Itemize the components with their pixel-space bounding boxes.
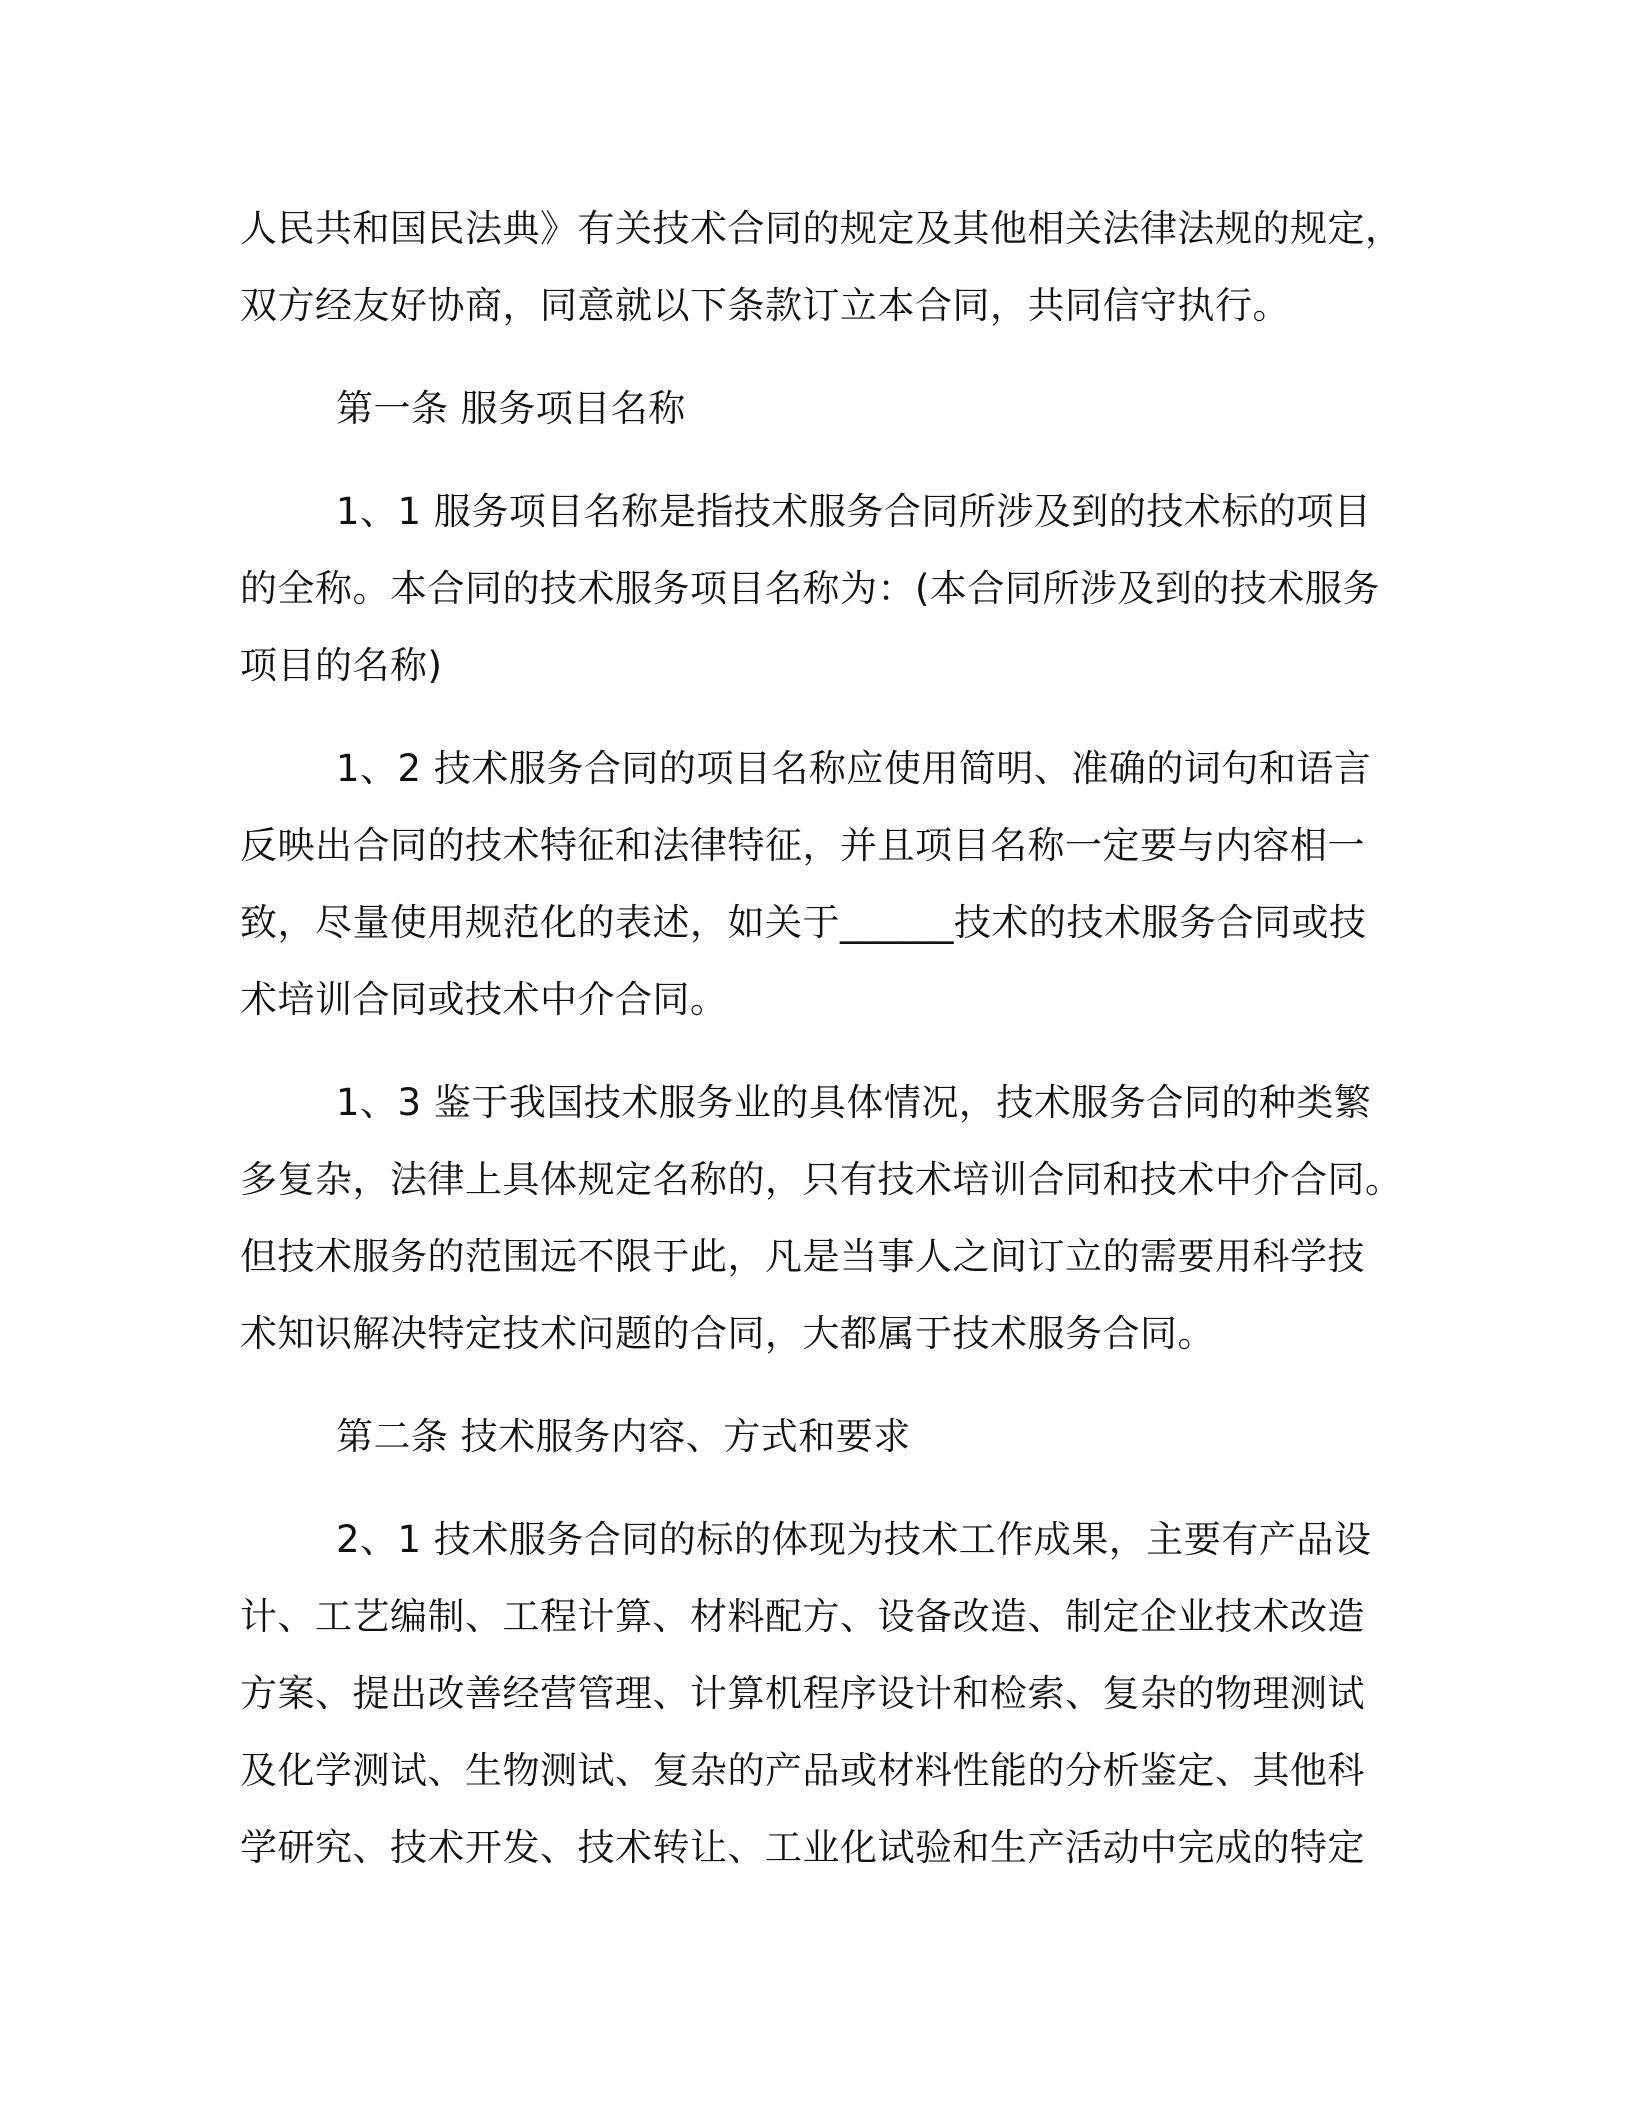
clause-2-1	[240, 1501, 1372, 1886]
text-line: 1、3 鉴于我国技术服务业的具体情况，技术服务合同的种类繁	[336, 1081, 1372, 1124]
clause-1-2	[240, 730, 1372, 1038]
text-line: 1、2 技术服务合同的项目名称应使用简明、准确的词句和语言	[336, 747, 1372, 790]
text-line: 致，尽量使用规范化的表述，如关于______技术的技术服务合同或技	[240, 901, 1367, 944]
text-line: 反映出合同的技术特征和法律特征，并且项目名称一定要与内容相一	[240, 824, 1365, 867]
text-line: 及化学测试、生物测试、复杂的产品或材料性能的分析鉴定、其他科	[240, 1749, 1365, 1792]
text-line: 1、1 服务项目名称是指技术服务合同所涉及到的技术标的项目	[336, 490, 1372, 533]
text-line: 项目的名称)	[240, 644, 443, 687]
text-line: 2、1 技术服务合同的标的体现为技术工作成果，主要有产品设	[336, 1518, 1372, 1561]
article-1-heading: 第一条 服务项目名称	[336, 387, 686, 430]
clause-1-3	[240, 1064, 1403, 1372]
text-line: 方案、提出改善经营管理、计算机程序设计和检索、复杂的物理测试	[240, 1672, 1365, 1715]
text-line: 多复杂，法律上具体规定名称的，只有技术培训合同和技术中介合同。	[240, 1158, 1403, 1201]
clause-1-1	[240, 473, 1380, 704]
text-line: 的全称。本合同的技术服务项目名称为：(本合同所涉及到的技术服务	[240, 567, 1380, 610]
text-line: 计、工艺编制、工程计算、材料配方、设备改造、制定企业技术改造	[240, 1595, 1365, 1638]
text-line: 人民共和国民法典》有关技术合同的规定及其他相关法律法规的规定，	[240, 207, 1403, 250]
document-page	[240, 190, 1403, 1886]
text-line: 术知识解决特定技术问题的合同，大都属于技术服务合同。	[240, 1312, 1215, 1355]
intro-paragraph	[240, 190, 1403, 344]
article-2-heading: 第二条 技术服务内容、方式和要求	[336, 1415, 911, 1458]
text-line: 但技术服务的范围远不限于此，凡是当事人之间订立的需要用科学技	[240, 1235, 1365, 1278]
text-line: 术培训合同或技术中介合同。	[240, 978, 728, 1021]
text-line: 双方经友好协商，同意就以下条款订立本合同，共同信守执行。	[240, 284, 1290, 327]
text-line: 学研究、技术开发、技术转让、工业化试验和生产活动中完成的特定	[240, 1826, 1365, 1869]
